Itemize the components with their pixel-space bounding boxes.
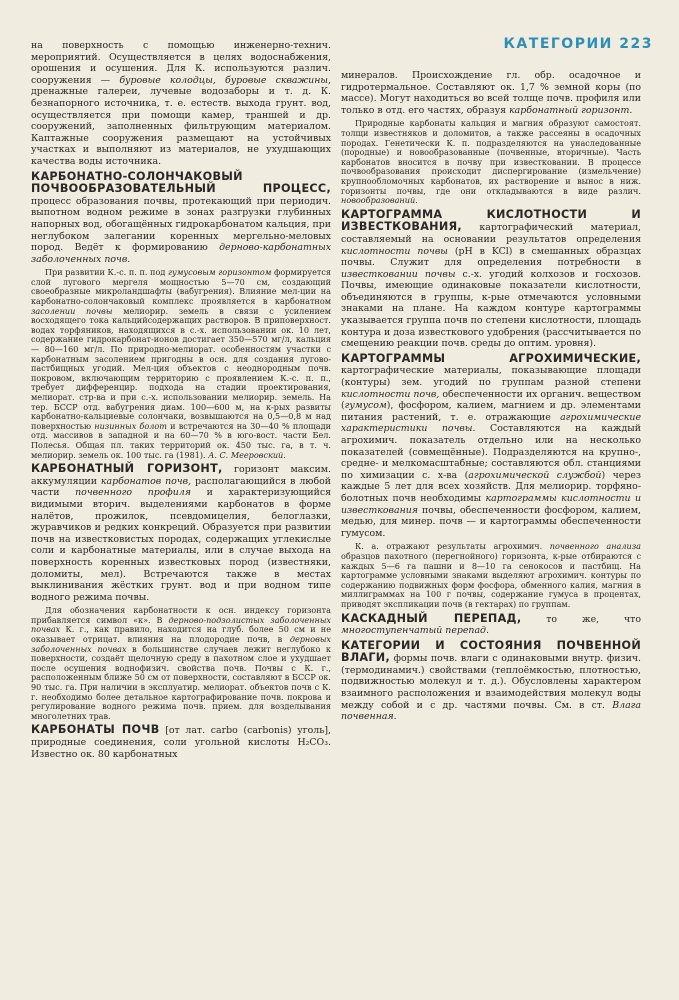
running-header: КАТЕГОРИИ 223 bbox=[503, 36, 653, 52]
entry-cascade-drop: КАСКАДНЫЙ ПЕРЕПАД, то же, что многоступенчатый перепад. bbox=[341, 611, 641, 637]
entry-acidity-cartogram: КАРТОГРАММА КИСЛОТНОСТИ И ИЗВЕСТКОВАНИЯ, картографический материал, составляемый на основании результатов определения кислотности почвы (pH в KCl) в смешанных образцах почвы. Служит для определения потребности в известковании почвы с.-х. угодий колхозов и госхозов. Почвы, имеющие одинаковые показатели кислотности, объединяются в группы, к-рые отмечаются условными знаками на плане. На каждом контуре картограммы указывается группа почв по степени кислотности, площадь контура и доза известкового удобрения (рассчитывается по смещению реакции почв. среды до оптим. уровня). bbox=[341, 207, 641, 350]
entry-headword: КАРТОГРАММА КИСЛОТНОСТИ И ИЗВЕСТКОВАНИЯ, bbox=[341, 207, 641, 234]
right-column bbox=[341, 70, 641, 723]
entry-headword: КАРБОНАТНО-СОЛОНЧАКОВЫЙ ПОЧВООБРАЗОВАТЕЛЬНЫЙ ПРОЦЕСС, bbox=[31, 169, 331, 196]
entry-headword: КАРТОГРАММЫ АГРОХИМИЧЕСКИЕ, bbox=[341, 351, 641, 365]
entry-headword: КАСКАДНЫЙ ПЕРЕПАД, bbox=[341, 611, 522, 625]
entry-soil-moisture-categories: КАТЕГОРИИ И СОСТОЯНИЯ ПОЧВЕННОЙ ВЛАГИ, формы почв. влаги с одинаковыми внутр. физич. (термодинамич.) свойствами (теплоёмкостью, плотностью, подвижностью молекул и т. д.). Обусловлены характером взаимного расположения и взаимодействия молекул воды между собой и с др. частями почвы. См. в ст. Влага почвенная. bbox=[341, 638, 641, 723]
paragraph: на поверхность с помощью инженерно-технич. мероприятий. Осуществляется в целях водоснабжения, орошения и осушения. Для К. используются различ. сооружения — буровые колодцы, буровые скважины, дренажные галереи, лучевые водозаборы и т. д. К. безнапорного источника, т. е. естеств. выхода грунт. вод, осуществляется при помощи камер, траншей и др. сооружений, заполненных фильтрующим материалом. Каптажные сооружения размещают на устойчивых участках и выполняют из материалов, не ухудшающих качества воды источника. bbox=[31, 40, 332, 167]
small-print-note: При развитии К.-с. п. п. под гумусовым горизонтом формируется слой лугового мергеля мощностью 5—70 см, создающий своеобразные микроландшафты (вабугрения). Влияние мел-ции на карбонатно-солончаковый комплекс проявляется в карбонатном засолении почвы мелиорир. земель в связи с усилением восходящего тока кальцийсодержащих растворов. В приповерхност. водах торфяников, находящихся в с.-х. использовании ок. 10 лет, содержание гидрокарбонат-ионов достигает 350—570 мг/л, кальция — 80—160 мг/л. По природно-мелиорат. особенностям участки с карбонатным засолением пригодны в осн. для создания лугово-пастбищных угодий. Мел-ция объектов с неоднородным почв. покровом, включающим территорию с проявлением К.-с. п. п., требует дифференцир. подхода на стадии проектирования, мелиорат. стр-ва и при с.-х. использовании мелиорир. земель. На тер. БССР отд. вабугрения диам. 100—600 м, на к-рых развиты карбонатно-кальциевые солончаки, возвышаются на 0,5—0,8 м над поверхностью низинных болот и встречаются на 30—40 % площади отд. массивов в западной и на 60—70 % в юго-вост. части Бел. Полесья. Общая пл. таких территорий ок. 450 тыс. га, в т. ч. мелиорир. земель ок. 100 тыс. га (1981). А. С. Мееровский. bbox=[31, 267, 331, 460]
small-print-note: Для обозначения карбонатности к осн. индексу горизонта прибавляется символ «к». В дерново-подзолистых заболоченных почвах К. г., как правило, находится на глуб. более 50 см и не оказывает отрицат. влияния на плодородие почв, в дерновых заболоченных почвах в большинстве случаев лежит неглубоко к поверхности, создаёт щелочную среду в пахотном слое и ухудшает после осушения воднофизич. свойства почв. Почвы с К. г., расположенным ближе 50 см от поверхности, составляют в БССР ок. 90 тыс. га. При наличии в эксплуатир. мелиорат. объектов почв с К. г. необходимо более детальное картографирование почв. покрова и регулирование водного режима почв. прием. для возделывания многолетних трав. bbox=[31, 605, 331, 721]
small-print-note: К. а. отражают результаты агрохимич. почвенного анализа образцов пахотного (перегнойного) горизонта, к-рые отбираются с каждых 5—6 га пашни и 8—10 га сенокосов и пастбищ. На картограмме условными знаками выделяют агрохимич. контуры по содержанию подвижных форм фосфора, обменного калия, магния в миллиграммах на 100 г почвы, содержание гумуса в процентах, приводят экспликации почв (в гектарах) по группам. bbox=[341, 541, 641, 609]
entry-soil-carbonates: КАРБОНАТЫ ПОЧВ [от лат. carbo (carbonis) уголь], природные соединения, соли угольной кислоты H₂CO₃. Известно ок. 80 карбонатных bbox=[31, 723, 331, 760]
entry-carbonate-horizon: КАРБОНАТНЫЙ ГОРИЗОНТ, горизонт максим. аккумуляции карбонатов почв, располагающийся в любой части почвенного профиля и характеризующийся видимыми вторич. выделениями карбонатов в форме налётов, прожилок, псевдомицелия, белоглазки, журавчиков и редких конкреций. Образуется при развитии почв на известковистых породах, содержащих углекислые соли и карбонатные материалы, или в случае выхода на поверхность коренных известковых пород (известняки, доломиты, мел). Встречаются также в местах выклинивания жёстких грунт. вод и при водном типе водного режима почвы. bbox=[31, 462, 331, 603]
entry-headword: КАРБОНАТЫ ПОЧВ bbox=[31, 723, 160, 737]
left-column bbox=[31, 40, 331, 760]
author-signature: А. С. Мееровский. bbox=[208, 449, 286, 460]
paragraph: минералов. Происхождение гл. обр. осадочное и гидротермальное. Составляют ок. 1,7 % земной коры (по массе). Могут находиться во всей толще почв. профиля или только в отд. его частях, образуя карбонатный горизонт. bbox=[341, 70, 641, 116]
entry-headword: КАРБОНАТНЫЙ ГОРИЗОНТ, bbox=[31, 462, 223, 476]
entry-agrochemical-cartograms: КАРТОГРАММЫ АГРОХИМИЧЕСКИЕ, картографические материалы, показывающие площади (контуры) зем. угодий по группам разной степени кислотности почв, обеспеченности их органич. веществом (гумусом), фосфором, калием, магнием и др. элементами питания растений, т. е. отражающие агрохимические характеристики почвы. Составляются на каждый агрохимич. показатель отдельно или на несколько показателей (совмещённые). Подразделяются на крупно-, средне- и мелкомасштабные; составляются обл. станциями по химизации с. х-ва (агрохимической службой) через каждые 5 лет для всех хозяйств. Для мелиорир. торфяно-болотных почв необходимы картограммы кислотности и известкования почвы, обеспеченности фосфором, калием, медью, для минер. почв — и картограммы обеспеченности гумусом. bbox=[341, 351, 641, 539]
small-print-note: Природные карбонаты кальция и магния образуют самостоят. толщи известняков и доломитов, а также рассеяны в осадочных породах. Генетически К. п. подразделяются на унаследованные (породные) и новообразованные (почвенные, вторичные). Часть карбонатов вносится в почву при известковании. В процессе почвообразования происходит диспергирование (измельчение) крупнообломочных карбонатов, их растворение и вынос в ниж. горизонты почвы, где они откладываются в виде различ. новообразований. bbox=[341, 118, 641, 206]
entry-carbonate-solonchak: КАРБОНАТНО-СОЛОНЧАКОВЫЙ ПОЧВООБРАЗОВАТЕЛЬНЫЙ ПРОЦЕСС, процесс образования почвы, протекающий при периодич. выпотном водном режиме в зонах разгрузки глубинных напорных вод, обогащённых гидрокарбонатом кальция, при неглубоком залегании коренных мергельно-меловых пород. Ведёт к формированию дерново-карбонатных заболоченных почв. bbox=[31, 169, 331, 265]
entry-headword: КАТЕГОРИИ И СОСТОЯНИЯ ПОЧВЕННОЙ ВЛАГИ, bbox=[341, 638, 641, 665]
